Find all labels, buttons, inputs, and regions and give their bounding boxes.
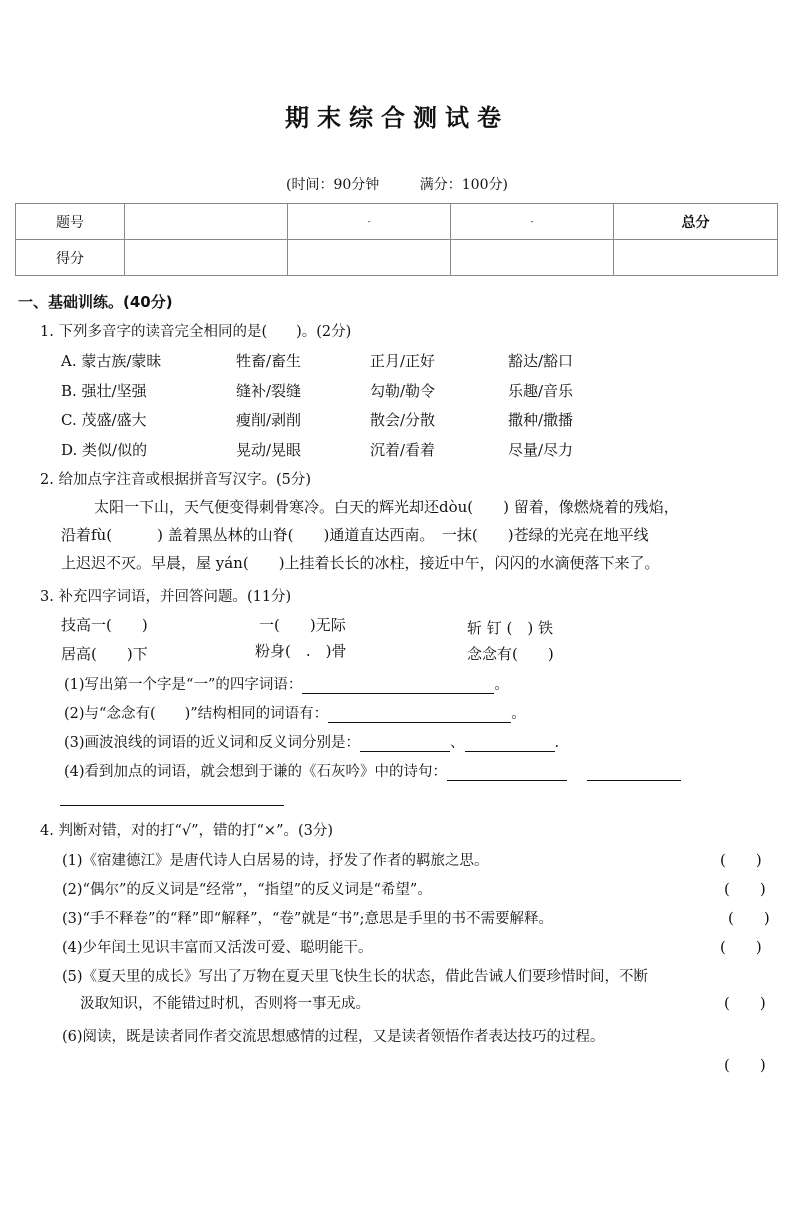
q3-stem: 3. 补充四字词语，并回答问题。(11分) — [40, 589, 292, 605]
cell-score-1[interactable] — [125, 240, 288, 276]
q4-item-5-answer[interactable]: ( ) — [724, 994, 766, 1012]
q1-option-a-3: 正月/正好 — [370, 352, 436, 370]
q4-item-6: (6)阅读，既是读者同作者交流思想感情的过程，又是读者领悟作者表达技巧的过程。 — [62, 1029, 605, 1045]
q4-item-4-answer[interactable]: ( ) — [720, 938, 762, 956]
q3-sub4-text: (4)看到加点的词语，就会想到于谦的《石灰吟》中的诗句： — [64, 764, 448, 780]
q1-option-d-3: 沉着/看着 — [370, 441, 436, 459]
q3-sub3-synonym-blank[interactable] — [360, 751, 450, 752]
section-heading: 一、基础训练。(40分) — [18, 293, 173, 311]
q1-option-a-2: 牲畜/畜生 — [236, 352, 302, 370]
q3-sub2-period: 。 — [511, 706, 526, 722]
q4-item-1-answer[interactable]: ( ) — [720, 851, 762, 869]
q3-word-1: 技高一( ) — [61, 616, 148, 634]
exam-total-score: 满分：100分) — [419, 177, 508, 193]
q4-item-1: (1)《宿建德江》是唐代诗人白居易的诗，抒发了作者的羁旅之思。 — [62, 853, 489, 869]
score-table — [15, 203, 778, 276]
q3-word-6: 念念有( ) — [467, 645, 554, 663]
q4-item-3-answer[interactable]: ( ) — [728, 909, 770, 927]
cell-question-number-label: 题号 — [16, 204, 125, 240]
q3-sub1-text: (1)写出第一个字是“一”的四字词语： — [64, 677, 303, 693]
q4-item-2-answer[interactable]: ( ) — [724, 880, 766, 898]
q3-sub3-period: . — [554, 735, 560, 751]
cell-header-3: - — [451, 204, 614, 240]
q3-sub4-answer-blank-2[interactable] — [587, 780, 681, 781]
cell-score-3[interactable] — [451, 240, 614, 276]
q3-sub1-answer-blank[interactable] — [302, 693, 494, 694]
cell-score-2[interactable] — [288, 240, 451, 276]
q3-sub4 — [64, 760, 681, 781]
q3-sub4-answer-blank-1[interactable] — [447, 780, 567, 781]
exam-time: (时间：90分钟 — [286, 177, 380, 193]
cell-score-label: 得分 — [16, 240, 125, 276]
exam-title: 期末综合测试卷 — [285, 104, 509, 132]
q3-word-3: 斩 钉 ( ) 铁 — [467, 619, 554, 637]
score-table-row-header — [16, 204, 778, 240]
q1-option-c-4: 撒种/撒播 — [508, 411, 574, 429]
q2-paragraph-line-1: 太阳一下山，天气便变得刺骨寒冷。白天的辉光却还dòu( ) 留着，像燃烧着的残焰， — [94, 498, 679, 516]
q2-stem: 2. 给加点字注音或根据拼音写汉字。(5分) — [40, 472, 311, 488]
q3-sub2-answer-blank[interactable] — [328, 722, 511, 723]
q3-sub3-separator: 、 — [450, 735, 465, 751]
q3-word-4: 居高( )下 — [61, 645, 148, 663]
score-table-row-score — [16, 240, 778, 276]
q3-word-2: 一( )无际 — [259, 616, 346, 634]
q1-option-c-2: 瘦削/剥削 — [236, 411, 302, 429]
q3-sub4-answer-blank-3[interactable] — [60, 804, 284, 806]
cell-header-1 — [125, 204, 288, 240]
q4-stem: 4. 判断对错，对的打“√”，错的打“×”。(3分) — [40, 823, 334, 839]
q3-sub1-period: 。 — [494, 677, 509, 693]
cell-score-total[interactable] — [614, 240, 778, 276]
q3-sub1 — [64, 673, 509, 694]
q1-option-a-4: 豁达/豁口 — [508, 352, 574, 370]
q1-option-b-2: 缝补/裂缝 — [236, 382, 302, 400]
q1-option-a-1: A. 蒙古族/蒙昧 — [61, 352, 162, 370]
q1-option-c-3: 散会/分散 — [370, 411, 436, 429]
q4-item-4: (4)少年闰土见识丰富而又活泼可爱、聪明能干。 — [62, 940, 373, 956]
cell-header-2: - — [288, 204, 451, 240]
q2-paragraph-line-2: 沿着fù( ) 盖着黑丛林的山脊( )通道直达西南。 一抹( )苍绿的光亮在地平线 — [61, 526, 649, 544]
q4-item-2: (2)“偶尔”的反义词是“经常”，“指望”的反义词是“希望”。 — [62, 882, 432, 898]
q3-sub3 — [64, 731, 559, 752]
q3-sub3-text: (3)画波浪线的词语的近义词和反义词分别是： — [64, 735, 361, 751]
q3-sub2 — [64, 702, 526, 723]
q4-item-6-answer[interactable]: ( ) — [724, 1056, 766, 1074]
q3-sub2-text: (2)与“念念有( )”结构相同的词语有： — [64, 706, 329, 722]
q3-sub3-antonym-blank[interactable] — [465, 751, 555, 752]
q1-option-d-4: 尽量/尽力 — [508, 441, 574, 459]
q1-option-b-3: 勾勒/勒令 — [370, 382, 436, 400]
q1-option-d-2: 晃动/晃眼 — [236, 441, 302, 459]
q4-item-5: (5)《夏天里的成长》写出了万物在夏天里飞快生长的状态，借此告诫人们要珍惜时间，不断 — [62, 969, 649, 985]
q4-item-3: (3)“手不释卷”的“释”即“解释”，“卷”就是“书”;意思是手里的书不需要解释。 — [62, 911, 554, 927]
q1-option-b-1: B. 强壮/坚强 — [61, 382, 147, 400]
q2-paragraph-line-3: 上迟迟不灭。早晨，屋 yán( )上挂着长长的冰柱，接近中午，闪闪的水滴便落下来了。 — [61, 554, 660, 572]
q1-option-d-1: D. 类似/似的 — [61, 441, 148, 459]
cell-total-label: 总分 — [614, 204, 778, 240]
exam-meta — [0, 174, 794, 194]
q1-option-b-4: 乐趣/音乐 — [508, 382, 574, 400]
q1-option-c-1: C. 茂盛/盛大 — [61, 411, 147, 429]
q3-word-5: 粉身( . )骨 — [255, 642, 347, 660]
q4-item-5-cont: 汲取知识，不能错过时机，否则将一事无成。 — [80, 996, 370, 1012]
q1-stem: 1. 下列多音字的读音完全相同的是( )。(2分) — [40, 324, 352, 340]
